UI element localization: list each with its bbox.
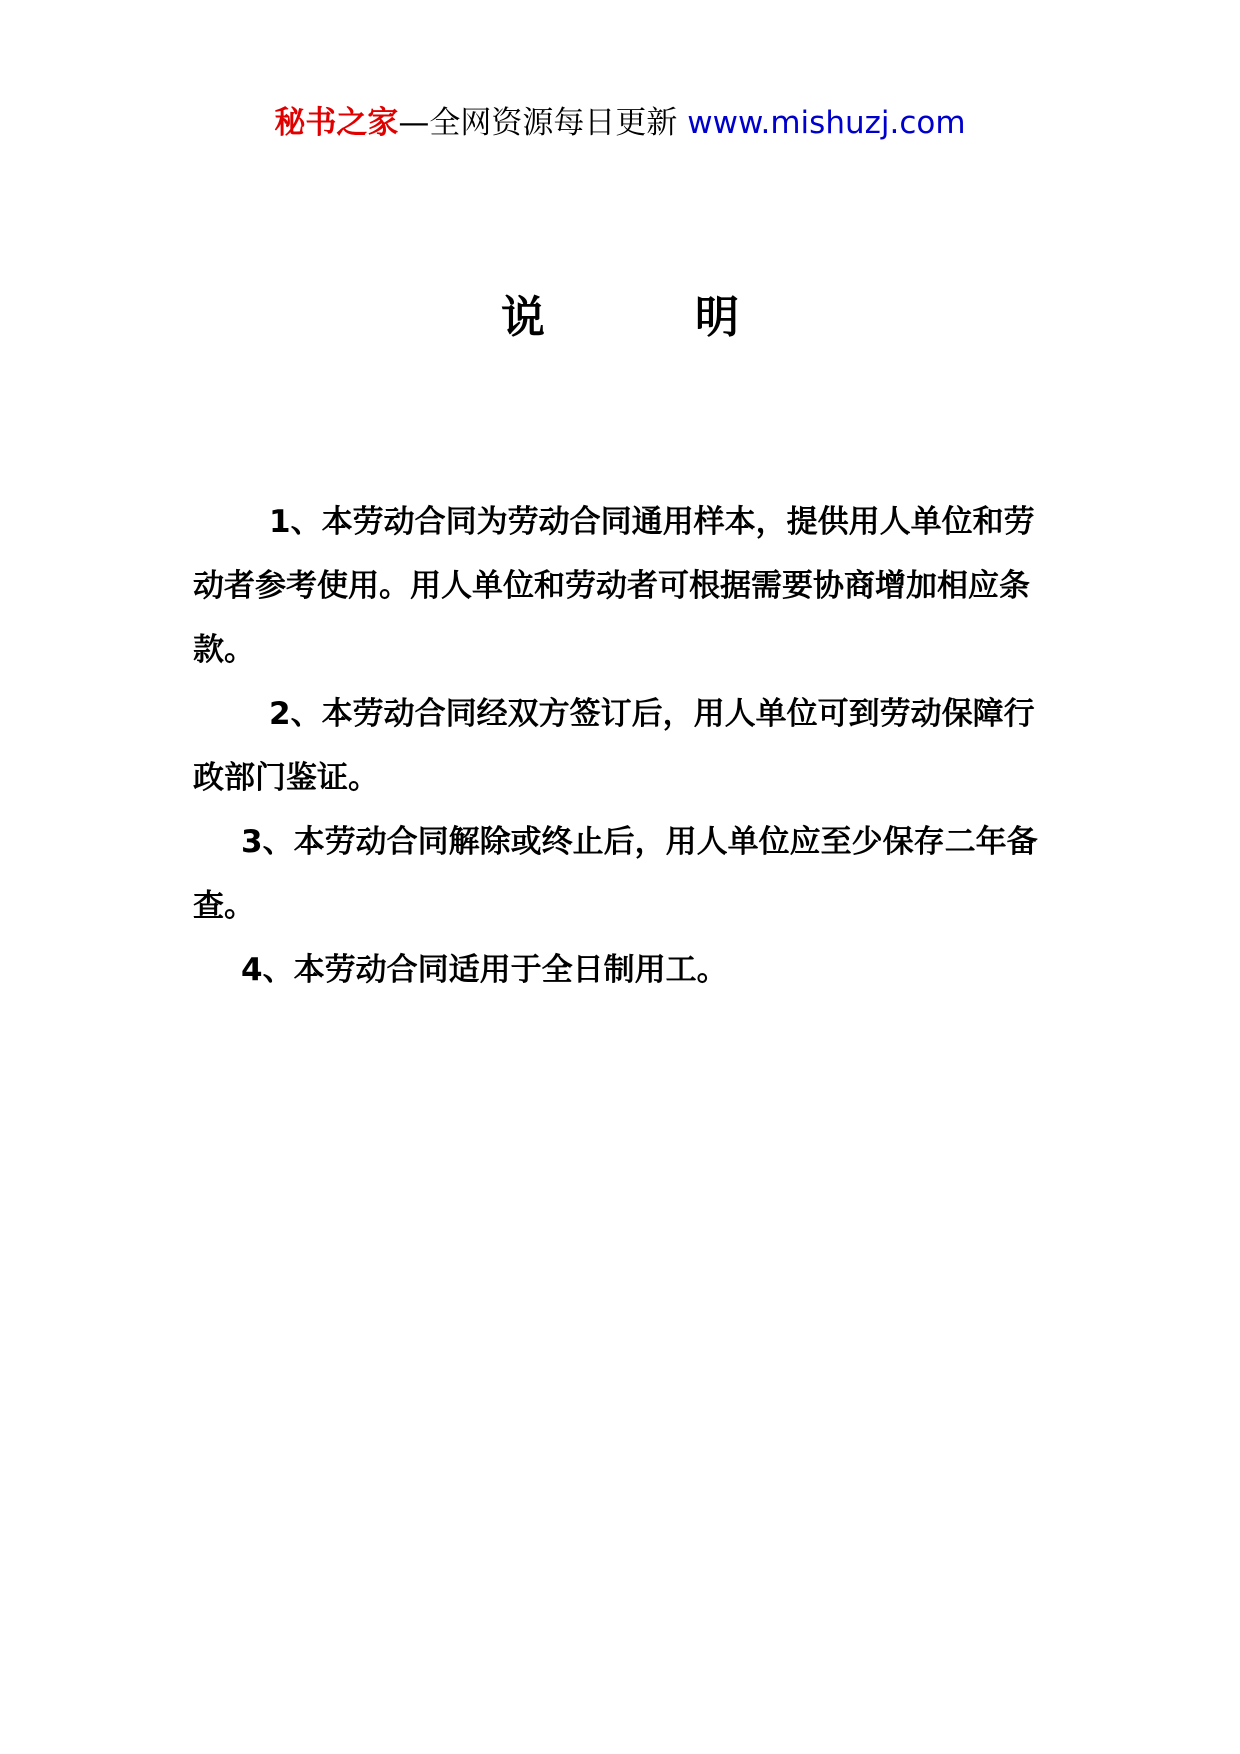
page-header	[0, 103, 1240, 143]
instruction-item-2: 2、本劳动合同经双方签订后，用人单位可到劳动保障行政部门鉴证。	[193, 696, 1035, 796]
instruction-item-3: 3、本劳动合同解除或终止后，用人单位应至少保存二年备查。	[193, 824, 1038, 924]
website-url: www.mishuzj.com	[687, 105, 966, 141]
instruction-item-1: 1、本劳动合同为劳动合同通用样本，提供用人单位和劳动者参考使用。用人单位和劳动者可根据需要协商增加相应条款。	[193, 504, 1035, 668]
brand-name: 秘书之家	[274, 105, 399, 141]
title-char-2: 明	[695, 292, 739, 343]
instruction-item-4: 4、本劳动合同适用于全日制用工。	[241, 952, 728, 988]
header-tagline: —全网资源每日更新	[398, 105, 678, 141]
page-title	[0, 288, 1240, 348]
instructions-body	[193, 490, 1061, 1002]
title-char-1: 说	[501, 292, 545, 343]
